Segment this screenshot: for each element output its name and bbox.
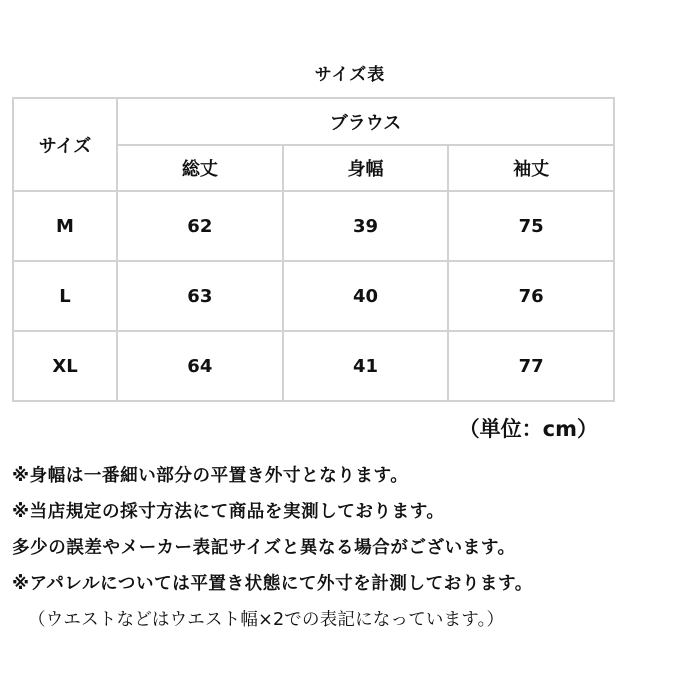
page-title: サイズ表 [314, 65, 386, 85]
value-cell: 62 [117, 191, 283, 261]
table-row [13, 331, 614, 401]
size-cell: XL [13, 331, 117, 401]
value-cell: 64 [117, 331, 283, 401]
note-line: 多少の誤差やメーカー表記サイズと異なる場合がございます。 [12, 538, 516, 558]
value-cell: 63 [117, 261, 283, 331]
column-header-width: 身幅 [283, 145, 449, 191]
group-header-blouse: ブラウス [117, 98, 614, 145]
size-header: サイズ [13, 98, 117, 191]
value-cell: 39 [283, 191, 449, 261]
value-cell: 77 [448, 331, 614, 401]
value-cell: 76 [448, 261, 614, 331]
column-header-length: 総丈 [117, 145, 283, 191]
note-line: （ウエストなどはウエスト幅×2での表記になっています。） [28, 610, 505, 630]
unit-label: （単位：cm） [458, 417, 598, 441]
note-line: ※身幅は一番細い部分の平置き外寸となります。 [12, 466, 409, 486]
note-line: ※当店規定の採寸方法にて商品を実測しております。 [12, 502, 445, 522]
value-cell: 41 [283, 331, 449, 401]
table-row [13, 191, 614, 261]
size-table [12, 97, 615, 402]
note-line: ※アパレルについては平置き状態にて外寸を計測しております。 [12, 574, 533, 594]
column-header-sleeve: 袖丈 [448, 145, 614, 191]
size-cell: M [13, 191, 117, 261]
value-cell: 75 [448, 191, 614, 261]
size-cell: L [13, 261, 117, 331]
table-row [13, 261, 614, 331]
notes [12, 458, 698, 638]
value-cell: 40 [283, 261, 449, 331]
table-header-row [13, 98, 614, 145]
